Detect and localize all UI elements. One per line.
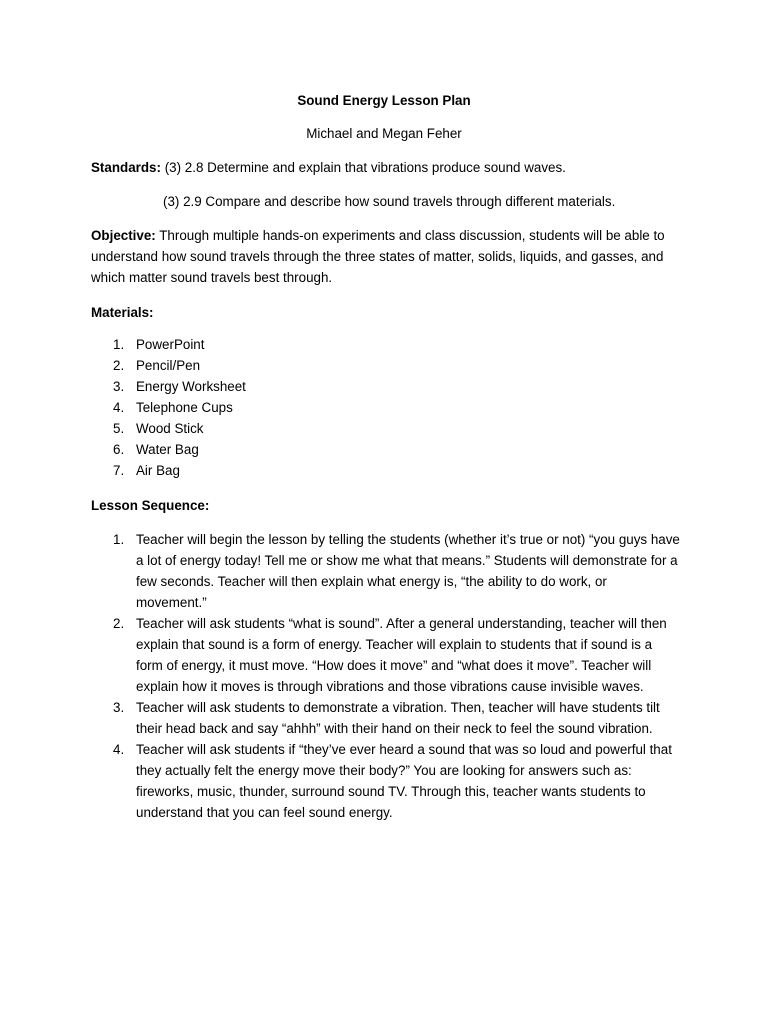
list-item-text: Teacher will begin the lesson by telling the students (whether it’s true or not) “you guys have a lot of energy today! Tell me or show me what that means.” Students will demonstrate for a few seconds. Teacher will then explain what energy is, “the ability to do work, or movement.”	[136, 532, 680, 610]
list-number: 4.	[113, 400, 125, 415]
list-number: 3.	[113, 700, 125, 715]
materials-heading: Materials:	[91, 305, 154, 320]
document-title: Sound Energy Lesson Plan	[297, 93, 471, 108]
list-number: 1.	[113, 337, 125, 352]
materials-list	[91, 334, 681, 481]
list-item	[91, 460, 681, 481]
lesson-sequence-list	[91, 529, 681, 823]
standards-label: Standards:	[91, 160, 161, 175]
list-item-text: Air Bag	[136, 463, 180, 478]
list-number: 6.	[113, 442, 125, 457]
list-number: 1.	[113, 532, 125, 547]
objective-label: Objective:	[91, 228, 156, 243]
list-number: 3.	[113, 379, 125, 394]
list-item-text: Energy Worksheet	[136, 379, 246, 394]
list-number: 7.	[113, 463, 125, 478]
list-item-text: Telephone Cups	[136, 400, 233, 415]
list-item-text: Teacher will ask students to demonstrate a vibration. Then, teacher will have students tilt their head back and say “ahhh” with their hand on their neck to feel the sound vibration.	[136, 700, 660, 736]
list-item	[91, 334, 681, 355]
list-item-text: Pencil/Pen	[136, 358, 201, 373]
list-item	[91, 529, 681, 613]
list-item-text: Wood Stick	[136, 421, 204, 436]
list-item	[91, 418, 681, 439]
list-item-text: Teacher will ask students if “they’ve ever heard a sound that was so loud and powerful that they actually felt the energy move their body?” You are looking for answers such as: fireworks, music, thunder, surround sound TV. Through this, teacher wants students to understand that you can feel sound energy.	[136, 742, 672, 820]
list-item	[91, 739, 681, 823]
objective-paragraph	[91, 225, 681, 288]
list-number: 2.	[113, 616, 125, 631]
objective-text: Through multiple hands-on experiments and class discussion, students will be able to understand how sound travels through the three states of matter, solids, liquids, and gasses, and which matter sound travels best through.	[91, 228, 665, 285]
list-item-text: PowerPoint	[136, 337, 205, 352]
standards-paragraph	[91, 157, 681, 178]
list-item	[91, 439, 681, 460]
list-item-text: Teacher will ask students “what is sound”. After a general understanding, teacher will then explain that sound is a form of energy. Teacher will explain to students that if sound is a form of energy, it must move. “How does it move” and “what does it move”. Teacher will explain how it moves is through vibrations and those vibrations cause invisible waves.	[136, 616, 667, 694]
list-number: 4.	[113, 742, 125, 757]
list-number: 2.	[113, 358, 125, 373]
lesson-sequence-heading: Lesson Sequence:	[91, 498, 210, 513]
list-item	[91, 697, 681, 739]
list-number: 5.	[113, 421, 125, 436]
list-item	[91, 613, 681, 697]
list-item	[91, 397, 681, 418]
list-item-text: Water Bag	[136, 442, 199, 457]
standard-second: (3) 2.9 Compare and describe how sound travels through different materials.	[163, 194, 616, 209]
standard-first: (3) 2.8 Determine and explain that vibrations produce sound waves.	[164, 160, 566, 175]
list-item	[91, 376, 681, 397]
document-authors: Michael and Megan Feher	[306, 126, 462, 141]
list-item	[91, 355, 681, 376]
